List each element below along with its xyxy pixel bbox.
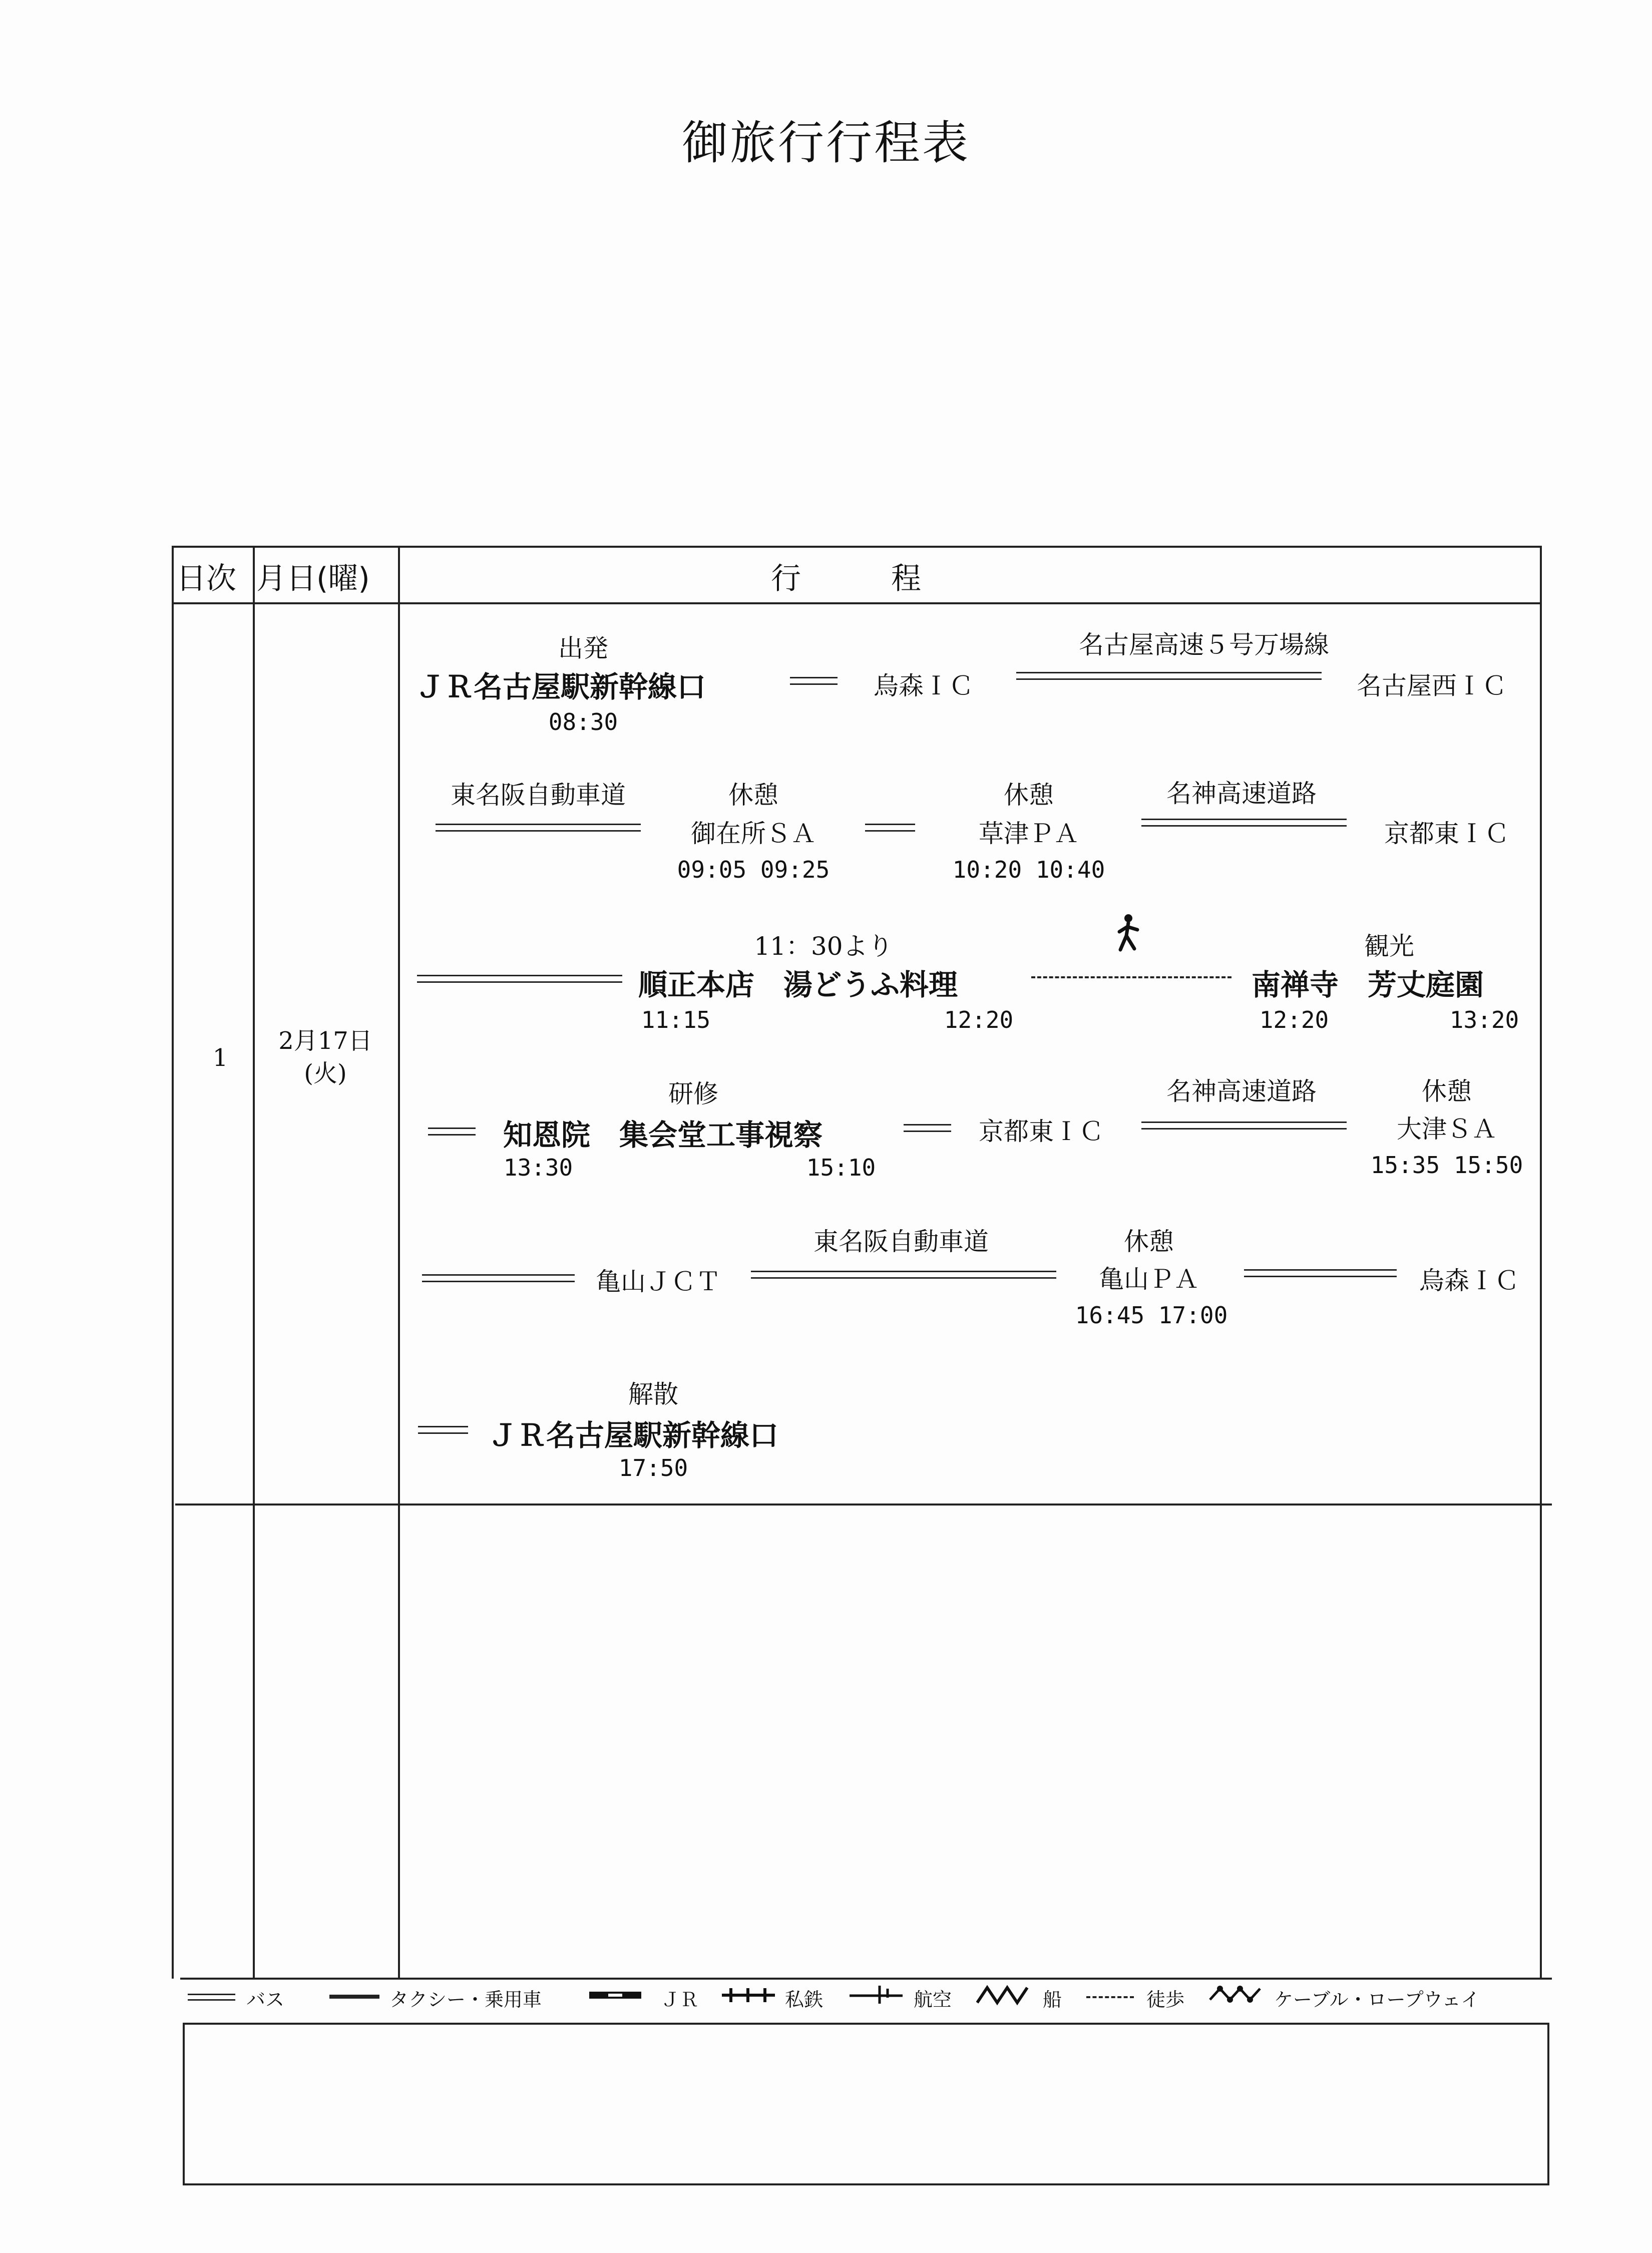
end-place: ＪＲ名古屋駅新幹線口 <box>488 1418 779 1452</box>
rest1-time: 09:05 09:25 <box>677 856 830 883</box>
route-higashi-meihan: 東名阪自動車道 <box>451 781 626 810</box>
sight-time-end: 13:20 <box>1449 1006 1519 1033</box>
bus-line <box>436 824 641 832</box>
bus-line <box>1244 1269 1397 1277</box>
lunch-time-end: 12:20 <box>944 1006 1014 1033</box>
place-karasumori-ic: 烏森ＩＣ <box>874 671 974 700</box>
bus-line <box>428 1128 476 1136</box>
legend-cable-symbol <box>1209 1983 1264 2008</box>
sight-note: 観光 <box>1364 932 1414 961</box>
rest-note-kameyama: 休憩 <box>1124 1227 1174 1256</box>
legend-air-symbol <box>849 1984 904 2008</box>
place-kyoto-higashi-ic-2: 京都東ＩＣ <box>979 1117 1104 1146</box>
sight-time-start: 12:20 <box>1259 1006 1329 1033</box>
study-time-end: 15:10 <box>806 1154 876 1181</box>
place-karasumori-ic-2: 烏森ＩＣ <box>1419 1266 1519 1295</box>
legend-bus-symbol <box>188 1994 235 2001</box>
legend-private-rail: 私鉄 <box>785 1989 823 2011</box>
bus-line <box>417 975 622 983</box>
bus-line <box>751 1271 1056 1279</box>
rest2-note: 休憩 <box>1004 781 1054 810</box>
rest-time-kameyama: 16:45 17:00 <box>1075 1302 1228 1329</box>
rest2-time: 10:20 10:40 <box>952 856 1105 883</box>
legend-ship-symbol <box>976 1984 1031 2008</box>
lunch-note: 11：30より <box>754 932 893 961</box>
legend-walk: 徒歩 <box>1146 1989 1185 2011</box>
legend-ship: 船 <box>1043 1989 1062 2011</box>
route-meishin-2: 名神高速道路 <box>1166 1077 1317 1106</box>
lunch-time-start: 11:15 <box>641 1006 711 1033</box>
sight-place: 南禅寺 芳丈庭園 <box>1252 968 1484 1002</box>
bus-line <box>422 1274 575 1282</box>
header-date: 月日(曜) <box>256 561 370 596</box>
bus-line <box>418 1426 468 1434</box>
legend-taxi: タクシー・乗用車 <box>389 1989 542 2011</box>
depart-note: 出発 <box>558 634 608 663</box>
walking-person-icon <box>1111 914 1156 956</box>
walk-line <box>1031 976 1231 978</box>
day-number: 1 <box>212 1044 228 1072</box>
legend-cable: ケーブル・ロープウェイ <box>1274 1989 1480 2011</box>
bus-line <box>790 677 838 685</box>
legend-private-rail-symbol <box>721 1985 776 2007</box>
rest-time-otsu: 15:35 15:50 <box>1370 1152 1523 1179</box>
rest-note-otsu: 休憩 <box>1422 1077 1472 1106</box>
end-time: 17:50 <box>618 1454 688 1481</box>
header-itinerary: 行 程 <box>771 561 921 596</box>
legend-walk-symbol <box>1086 1996 1134 1998</box>
start-place: ＪＲ名古屋駅新幹線口 <box>416 670 706 704</box>
rest-place-kameyama: 亀山ＰＡ <box>1099 1265 1199 1294</box>
start-time: 08:30 <box>548 708 618 735</box>
route-higashi-meihan-2: 東名阪自動車道 <box>813 1227 989 1256</box>
legend-taxi-symbol <box>329 1995 379 1999</box>
place-kameyama-jct: 亀山ＪＣＴ <box>596 1267 721 1296</box>
legend-jr: ＪＲ <box>661 1989 699 2011</box>
route-meinan-manba: 名古屋高速５号万場線 <box>1079 630 1329 659</box>
lunch-place: 順正本店 湯どうふ料理 <box>638 968 958 1002</box>
rest1-place: 御在所ＳＡ <box>691 819 816 848</box>
study-place: 知恩院 集会堂工事視察 <box>503 1118 823 1152</box>
route-meishin: 名神高速道路 <box>1166 779 1317 808</box>
legend-air: 航空 <box>914 1989 952 2011</box>
date-line1: 2月17日 <box>278 1027 372 1055</box>
bus-line <box>904 1124 951 1132</box>
study-note: 研修 <box>668 1079 718 1108</box>
bus-line <box>1141 819 1347 827</box>
rest1-note: 休憩 <box>728 781 778 810</box>
bus-line <box>1016 672 1322 680</box>
legend-jr-symbol <box>588 1988 643 2005</box>
bus-line <box>865 824 915 832</box>
page-title: 御旅行行程表 <box>681 116 970 170</box>
place-nagoya-nishi-ic: 名古屋西ＩＣ <box>1357 671 1507 700</box>
study-time-start: 13:30 <box>503 1154 573 1181</box>
end-note: 解散 <box>628 1380 678 1409</box>
date-line2: (火) <box>304 1059 347 1087</box>
legend-bus: バス <box>246 1989 285 2011</box>
rest-place-otsu: 大津ＳＡ <box>1397 1114 1497 1144</box>
place-kyoto-higashi-ic: 京都東ＩＣ <box>1384 819 1509 848</box>
rest2-place: 草津ＰＡ <box>979 819 1079 848</box>
bus-line <box>1141 1121 1347 1130</box>
header-day-no: 日次 <box>176 561 236 596</box>
remarks-box <box>183 2023 1549 2185</box>
